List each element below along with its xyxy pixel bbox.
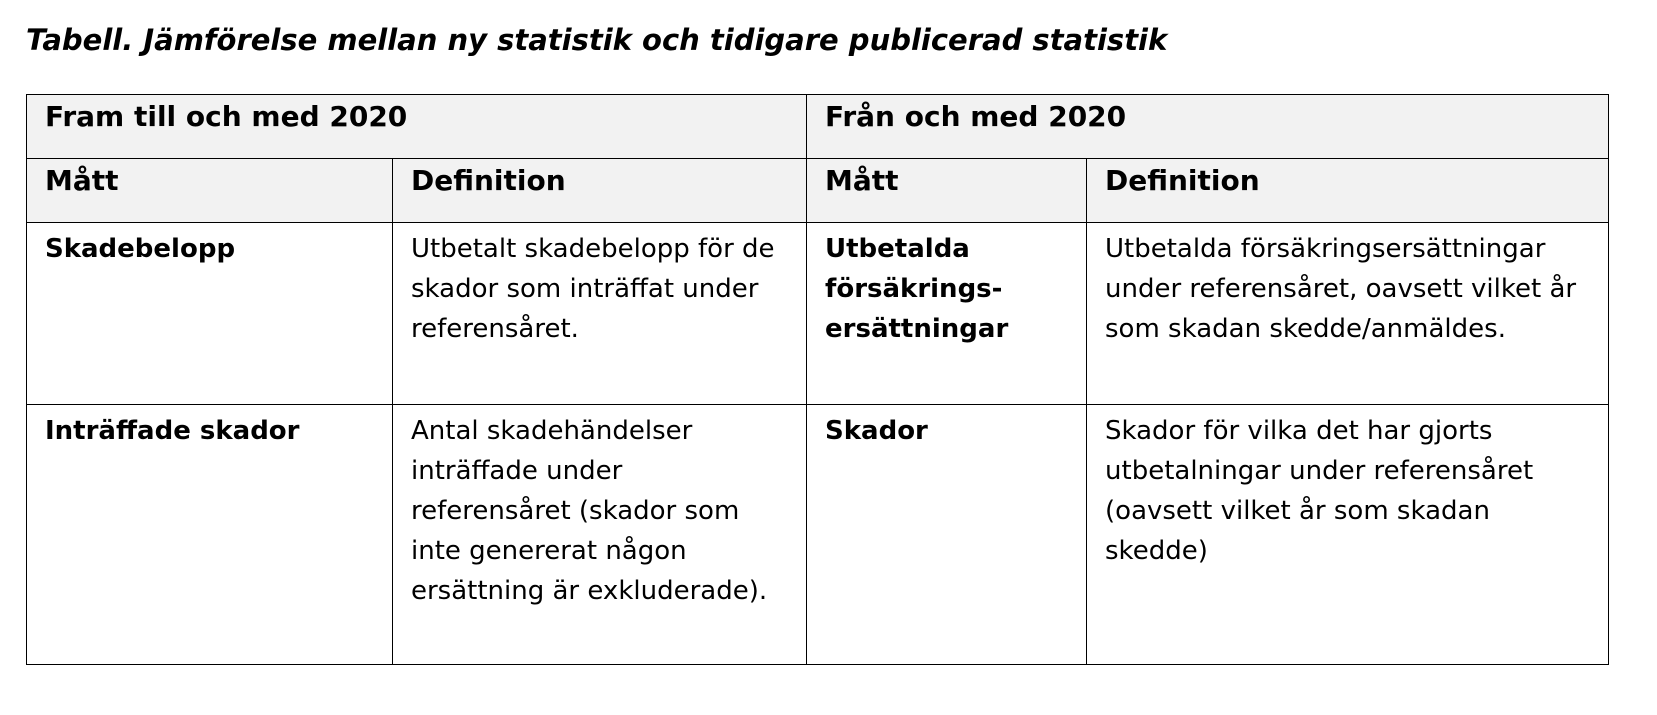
table-row (27, 223, 1609, 405)
old-definition-cell: Antal skadehändelser inträffade under referensåret (skador som inte genererat någon ersättning är exkluderade). (393, 405, 807, 665)
column-header-new-measure: Mått (807, 159, 1087, 223)
table-row (27, 405, 1609, 665)
column-header-old-definition: Definition (393, 159, 807, 223)
column-header-old-measure: Mått (27, 159, 393, 223)
new-measure-cell: Utbetalda försäkrings-ersättningar (807, 223, 1087, 405)
group-header-row (27, 95, 1609, 159)
group-header-old: Fram till och med 2020 (27, 95, 807, 159)
comparison-table (26, 94, 1609, 665)
old-measure-cell: Inträffade skador (27, 405, 393, 665)
new-measure-cell: Skador (807, 405, 1087, 665)
table-caption: Tabell. Jämförelse mellan ny statistik och tidigare publicerad statistik (26, 23, 1168, 57)
old-definition-cell: Utbetalt skadebelopp för de skador som inträffat under referensåret. (393, 223, 807, 405)
column-header-row (27, 159, 1609, 223)
new-definition-cell: Skador för vilka det har gjorts utbetalningar under referensåret (oavsett vilket år som skadan skedde) (1087, 405, 1609, 665)
old-measure-cell: Skadebelopp (27, 223, 393, 405)
new-definition-cell: Utbetalda försäkringsersättningar under referensåret, oavsett vilket år som skadan skedde/anmäldes. (1087, 223, 1609, 405)
column-header-new-definition: Definition (1087, 159, 1609, 223)
group-header-new: Från och med 2020 (807, 95, 1609, 159)
